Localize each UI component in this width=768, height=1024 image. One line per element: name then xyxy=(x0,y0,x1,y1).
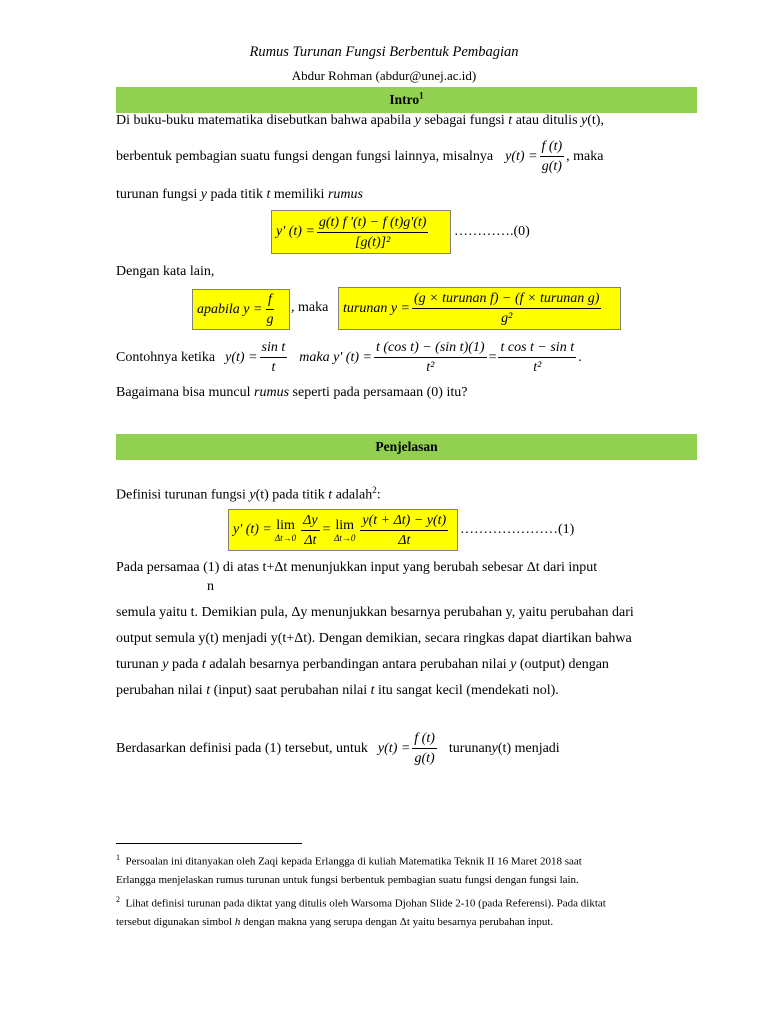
eq-lhs: y(t) = xyxy=(225,349,258,365)
fraction-denominator: [g(t)]² xyxy=(355,234,391,250)
fraction-denominator: g(t) xyxy=(414,751,435,766)
fraction-numerator: t (cos t) − (sin t)(1) xyxy=(374,339,487,358)
var-y: y xyxy=(249,487,256,503)
fraction-numerator: f (t) xyxy=(412,730,437,749)
section-penjelasan-bar xyxy=(116,434,697,460)
word-rumus: rumus xyxy=(327,187,363,202)
var-t: t xyxy=(328,487,333,503)
equation-0-number: ………….(0) xyxy=(454,224,530,239)
footnote-1-line-2: Erlangga menjelaskan rumus turunan untuk fungsi berbentuk pembagian suatu fungsi dengan fungsi lain. xyxy=(116,874,579,886)
var-y: y xyxy=(581,113,588,128)
word-rumus: rumus xyxy=(254,385,290,400)
paragraph-line-3: output semula y(t) menjadi y(t+Δt). Dengan demikian, secara ringkas dapat diartikan bahwa xyxy=(116,631,632,646)
fraction-turunan xyxy=(412,290,601,327)
fraction-denominator: Δt xyxy=(398,532,411,548)
fraction-dy-over-dt xyxy=(301,512,319,549)
eq-lhs: apabila y = xyxy=(197,301,263,317)
body-text: perubahan nilai xyxy=(116,683,207,698)
fraction-difference-quotient xyxy=(360,512,448,549)
fraction-derivative-expanded xyxy=(374,339,487,376)
intro-text: pada titik xyxy=(206,187,267,202)
footnote-ref-1: 1 xyxy=(419,90,424,101)
fraction-denominator: g(t) xyxy=(541,159,562,174)
fraction-numerator: Δy xyxy=(301,512,319,531)
paragraph-line-5 xyxy=(116,683,559,699)
fraction-quotient-rule xyxy=(317,214,429,251)
var-y: y xyxy=(414,113,421,128)
author-line: Abdur Rohman (abdur@unej.ac.id) xyxy=(291,68,477,83)
equation-1-box xyxy=(228,509,458,551)
intro-text: sebagai fungsi xyxy=(420,113,509,128)
var-y: y xyxy=(491,740,498,756)
fraction-f-over-g xyxy=(412,730,437,767)
bagaimana-line xyxy=(116,385,467,401)
fraction-numerator: (g × turunan f) − (f × turunan g) xyxy=(412,290,601,309)
var-t: t xyxy=(370,683,375,698)
section-penjelasan-label: Penjelasan xyxy=(375,439,438,454)
intro-line-1 xyxy=(116,113,604,129)
dengan-kata-lain: Dengan kata lain, xyxy=(116,264,215,279)
period: . xyxy=(578,349,582,365)
fraction-numerator: t cos t − sin t xyxy=(498,339,576,358)
var-y: y xyxy=(200,187,207,202)
section-intro-label: Intro xyxy=(389,92,420,107)
equation-1-number: …………………(1) xyxy=(460,522,575,537)
fraction-numerator: g(t) f '(t) − f (t)g'(t) xyxy=(317,214,429,233)
fraction-derivative-simplified xyxy=(498,339,576,376)
body-text: adalah besarnya perbandingan antara perubahan nilai xyxy=(205,657,511,672)
body-text: Bagaimana bisa muncul xyxy=(116,385,255,400)
footnote-2-line-2 xyxy=(116,911,716,933)
fraction-denominator: Δt xyxy=(304,532,317,548)
fraction-denominator: t xyxy=(271,360,276,375)
body-text: adalah xyxy=(332,487,373,503)
intro-text: turunan fungsi xyxy=(116,187,201,202)
equals-sign: = xyxy=(321,522,332,537)
fraction-denominator: t² xyxy=(426,360,435,375)
apabila-box xyxy=(192,289,290,330)
body-text: (t) pada titik xyxy=(255,487,329,503)
eq-lhs: y' (t) = xyxy=(276,224,315,239)
paragraph-line-1: Pada persamaa (1) di atas t+Δt menunjukkan input yang berubah sebesar Δt dari input xyxy=(116,560,598,575)
fraction-numerator: sin t xyxy=(260,339,288,358)
intro-text: Di buku-buku matematika disebutkan bahwa apabila xyxy=(116,113,415,128)
body-text: (input) saat perubahan nilai xyxy=(210,683,371,698)
intro-text: (t), xyxy=(587,113,604,128)
body-text: turunan xyxy=(448,740,492,756)
limit-operator xyxy=(334,518,355,543)
body-text: (t) menjadi xyxy=(497,740,560,756)
body-text: itu sangat kecil (mendekati nol). xyxy=(374,683,559,698)
eq-lhs: y(t) = xyxy=(505,148,538,164)
fraction-denominator: g xyxy=(266,312,274,327)
fraction-f-over-g xyxy=(540,138,565,175)
contoh-label: Contohnya ketika xyxy=(116,349,216,365)
var-t: t xyxy=(206,683,211,698)
var-t: t xyxy=(266,187,271,202)
contoh-line xyxy=(116,339,582,376)
lim-subscript: Δt→0 xyxy=(274,532,297,543)
lim-word: lim xyxy=(335,517,355,533)
maka-text: , maka xyxy=(291,300,329,315)
document-title: Rumus Turunan Fungsi Berbentuk Pembagian xyxy=(249,44,519,60)
footnote-separator xyxy=(116,843,302,844)
var-y: y xyxy=(162,657,169,672)
footnote-1-mark: 1 xyxy=(116,853,120,862)
var-t: t xyxy=(508,113,513,128)
var-h: h xyxy=(234,916,241,928)
intro-text: , maka xyxy=(566,148,604,164)
fraction-numerator: y(t + Δt) − y(t) xyxy=(360,512,448,531)
body-text: : xyxy=(376,487,381,503)
intro-text: atau ditulis xyxy=(512,113,582,128)
limit-operator xyxy=(275,518,296,543)
footnote-text: dengan makna yang serupa dengan Δt yaitu besarnya perubahan input. xyxy=(240,916,554,928)
fraction-numerator: f xyxy=(266,291,274,310)
lim-subscript: Δt→0 xyxy=(334,532,356,543)
footnote-text: Lihat definisi turunan pada diktat yang ditulis oleh Warsoma Djohan Slide 2-10 (pada Referensi). Pada diktat xyxy=(125,897,606,910)
section-intro-bar xyxy=(116,87,697,113)
paragraph-line-2: semula yaitu t. Demikian pula, Δy menunjukkan besarnya perubahan y, yaitu perubahan dari xyxy=(116,605,634,620)
equation-0-box xyxy=(271,210,451,254)
lim-word: lim xyxy=(276,517,295,533)
body-text: turunan xyxy=(116,657,163,672)
var-y: y xyxy=(510,657,517,672)
footnote-ref-2: 2 xyxy=(372,485,377,495)
body-text: Definisi turunan fungsi xyxy=(116,487,250,503)
eq-maka: maka y' (t) = xyxy=(299,349,372,365)
intro-line-3 xyxy=(116,187,363,203)
fraction-f-over-g xyxy=(264,291,275,328)
footnote-2-mark: 2 xyxy=(116,895,120,904)
paragraph-line-4 xyxy=(116,657,609,673)
intro-line-2 xyxy=(116,138,603,175)
equals-sign: = xyxy=(488,349,497,365)
intro-text: berbentuk pembagian suatu fungsi dengan fungsi lainnya, misalnya xyxy=(116,148,494,164)
footnote-text: tersebut digunakan simbol xyxy=(116,916,235,928)
fraction-denominator: t² xyxy=(533,360,542,375)
turunan-box xyxy=(338,287,621,330)
eq-lhs: y' (t) = xyxy=(233,522,272,537)
footnote-text: Persoalan ini ditanyakan oleh Zaqi kepada Erlangga di kuliah Matematika Teknik II 16 Maret 2018 saat xyxy=(125,855,582,868)
body-text: pada xyxy=(168,657,202,672)
paragraph-line-1-wrap: n xyxy=(207,579,214,594)
eq-lhs: turunan y = xyxy=(343,300,410,316)
fraction-denominator: g² xyxy=(501,311,513,326)
body-text: seperti pada persamaan (0) itu? xyxy=(289,385,468,400)
fraction-sin-t-over-t xyxy=(260,339,288,376)
intro-text: memiliki xyxy=(270,187,328,202)
berdasarkan-line xyxy=(116,730,560,767)
eq-lhs: y(t) = xyxy=(377,740,411,756)
var-t: t xyxy=(201,657,206,672)
definisi-line xyxy=(116,485,381,504)
body-text: Berdasarkan definisi pada (1) tersebut, untuk xyxy=(116,740,368,756)
body-text: (output) dengan xyxy=(516,657,609,672)
fraction-numerator: f (t) xyxy=(540,138,565,157)
